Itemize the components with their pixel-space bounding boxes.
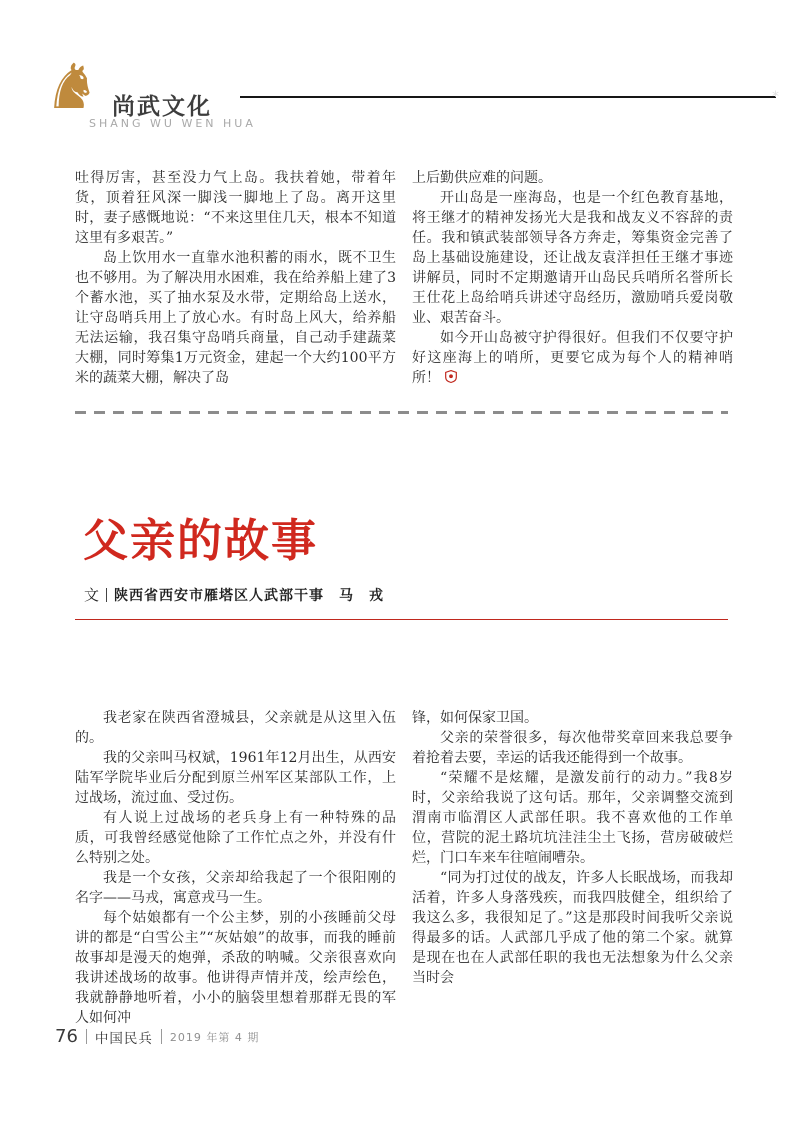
byline bbox=[84, 584, 384, 605]
article-end-icon bbox=[445, 370, 457, 383]
paragraph: 岛上饮用水一直靠水池积蓄的雨水，既不卫生也不够用。为了解决用水困难，我在给养船上建了3个蓄水池，买了抽水泵及水带，定期给岛上送水，让守岛哨兵用上了放心水。有时岛上风大，给养船无法运输，我召集守岛哨兵商量，自己动手建蔬菜大棚，同时筹集1万元资金，建起一个大约100平方米的蔬菜大棚，解决了岛 bbox=[75, 250, 396, 386]
paragraph: 开山岛是一座海岛，也是一个红色教育基地，将王继才的精神发扬光大是我和战友义不容辞的责任。我和镇武装部领导各方奔走，筹集资金完善了岛上基础设施建设，还让战友袁洋担任王继才事迹讲解员，同时不定期邀请开山岛民兵哨所名誉所长王仕花上岛给哨兵讲述守岛经历，激励哨兵爱岗敬业、艰苦奋斗。 bbox=[412, 190, 733, 326]
article-title: 父亲的故事 bbox=[83, 514, 319, 567]
paragraph bbox=[412, 328, 733, 388]
prev-article-right-column bbox=[412, 168, 733, 388]
paragraph: 锋，如何保家卫国。 bbox=[412, 710, 538, 726]
paragraph-text: 如今开山岛被守护得很好。但我们不仅要守护好这座海上的哨所，更要它成为每个人的精神哨所！ bbox=[412, 330, 733, 386]
article-right-column bbox=[412, 708, 733, 1028]
byline-author: 陕西省西安市雁塔区人武部干事 马 戎 bbox=[114, 587, 385, 604]
paragraph: 父亲的荣誉很多，每次他带奖章回来我总要争着抢着去要，幸运的话我还能得到一个故事。 bbox=[412, 730, 733, 766]
header-line-end-mark: * bbox=[772, 89, 779, 105]
paragraph: 吐得厉害，甚至没力气上岛。我扶着她，带着年货，顶着狂风深一脚浅一脚地上了岛。离开这里时，妻子感慨地说：“不来这里住几天，根本不知道这里有多艰苦。” bbox=[75, 170, 396, 246]
paragraph: 我是一个女孩，父亲却给我起了一个很阳刚的名字——马戎，寓意戎马一生。 bbox=[75, 870, 396, 906]
paragraph: “荣耀不是炫耀，是激发前行的动力。”我8岁时，父亲给我说了这句话。那年，父亲调整交流到渭南市临渭区人武部任职。我不喜欢他的工作单位，营院的泥土路坑坑洼洼尘土飞扬，营房破破烂烂，门口车来车往喧闹嘈杂。 bbox=[412, 770, 733, 866]
article-left-column bbox=[75, 708, 396, 1028]
horse-logo-icon: ♞ bbox=[44, 50, 100, 123]
paragraph: 有人说上过战场的老兵身上有一种特殊的品质，可我曾经感觉他除了工作忙点之外，并没有什么特别之处。 bbox=[75, 810, 396, 866]
title-rule bbox=[75, 619, 728, 620]
footer-divider bbox=[161, 1029, 162, 1044]
page-number: 76 bbox=[55, 1026, 78, 1047]
section-subtitle: SHANG WU WEN HUA bbox=[89, 117, 256, 130]
magazine-name: 中国民兵 bbox=[94, 1030, 153, 1047]
paragraph: 每个姑娘都有一个公主梦，别的小孩睡前父母讲的都是“白雪公主”“灰姑娘”的故事，而我的睡前故事却是漫天的炮弹，杀敌的呐喊。父亲很喜欢向我讲述战场的故事。他讲得声情并茂，绘声绘色，我就静静地听着，小小的脑袋里想着那群无畏的军人如何冲 bbox=[75, 910, 396, 1026]
paragraph: 上后勤供应难的问题。 bbox=[412, 170, 552, 186]
page-footer bbox=[55, 1026, 259, 1047]
paragraph: “同为打过仗的战友，许多人长眠战场，而我却活着，许多人身落残疾，而我四肢健全，组织给了我这么多，我很知足了。”这是那段时间我听父亲说得最多的话。人武部几乎成了他的第二个家。就算是现在也在人武部任职的我也无法想象为什么父亲当时会 bbox=[412, 870, 733, 986]
paragraph: 我老家在陕西省澄城县，父亲就是从这里入伍的。 bbox=[75, 710, 396, 746]
dashed-divider bbox=[75, 411, 728, 414]
footer-divider bbox=[86, 1029, 87, 1044]
paragraph: 我的父亲叫马权斌，1961年12月出生，从西安陆军学院毕业后分配到原兰州军区某部队工作，上过战场，流过血、受过伤。 bbox=[75, 750, 396, 806]
prev-article-columns bbox=[75, 168, 733, 388]
header-rule bbox=[240, 96, 776, 98]
byline-label: 文 bbox=[84, 586, 100, 604]
prev-article-left-column bbox=[75, 168, 396, 388]
byline-divider bbox=[106, 588, 107, 602]
article-body-columns bbox=[75, 708, 733, 1028]
issue-label: 2019 年第 4 期 bbox=[169, 1030, 260, 1044]
section-title: 尚武文化 bbox=[112, 94, 212, 120]
